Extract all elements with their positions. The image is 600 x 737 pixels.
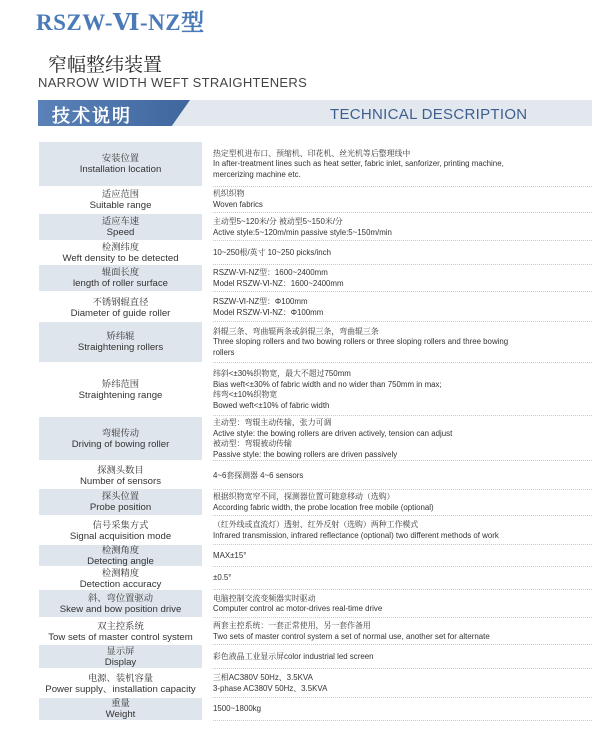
spec-label-chinese: 重量 bbox=[111, 698, 130, 708]
spec-label-chinese: 矫纬范围 bbox=[101, 379, 140, 389]
spec-value-line: 热定型机进布口、预缩机、印花机、丝光机等后整理线中 bbox=[213, 148, 411, 158]
spec-value-line: 电脑控制交流变频器实时驱动 bbox=[213, 593, 316, 603]
spec-label-english: Weft density to be detected bbox=[62, 253, 179, 264]
spec-value bbox=[213, 698, 592, 721]
spec-value bbox=[213, 293, 592, 322]
spec-label bbox=[39, 545, 202, 567]
product-title-chinese: 窄幅整纬装置 bbox=[48, 55, 163, 76]
spec-label bbox=[39, 618, 202, 645]
spec-row bbox=[39, 698, 592, 721]
spec-label bbox=[39, 567, 202, 590]
spec-value bbox=[213, 241, 592, 265]
spec-label-english: Tow sets of master control system bbox=[48, 631, 193, 643]
spec-value-line: In after-treatment lines such as heat setter, fabric inlet, sanforizer, printing machine, bbox=[213, 159, 504, 169]
spec-label bbox=[39, 590, 202, 618]
spec-row bbox=[39, 417, 592, 461]
spec-value-line: Model RSZW-Ⅵ-NZ：1600~2400mm bbox=[213, 278, 344, 288]
spec-row bbox=[39, 462, 592, 490]
spec-label bbox=[39, 293, 202, 322]
spec-label bbox=[39, 364, 202, 416]
spec-value-line: Active style: the bowing rollers are driven actively, tension can adjust bbox=[213, 428, 453, 438]
spec-label-chinese: 检测角度 bbox=[101, 544, 140, 555]
spec-row bbox=[39, 293, 592, 322]
spec-label-english: Number of sensors bbox=[79, 476, 162, 487]
spec-value-line: Active style:5~120m/min passive style:5~150m/min bbox=[213, 227, 392, 237]
spec-value-line: Infrared transmission, infrared reflectance (optional) two different methods of work bbox=[213, 530, 499, 540]
spec-label-chinese: 探头位置 bbox=[101, 491, 140, 501]
spec-label-chinese: 适应范围 bbox=[101, 188, 140, 199]
spec-label-english: Display bbox=[104, 656, 137, 668]
spec-value-line: 10~250根/英寸 10~250 picks/inch bbox=[213, 247, 331, 257]
spec-value-line: （红外线或直流灯）透射、红外反射（选购）两种工作模式 bbox=[213, 520, 419, 529]
spec-label-english: Detecting angle bbox=[87, 555, 154, 567]
spec-label bbox=[39, 669, 202, 698]
spec-value-line: 1500~1800kg bbox=[213, 704, 262, 714]
spec-value-line: 纬斜<±30%织物宽，最大不超过750mm bbox=[213, 369, 351, 378]
spec-value-line: Bowed weft<±10% of fabric width bbox=[213, 400, 330, 410]
spec-value-line: 被动型：弯辊被动传输 bbox=[213, 439, 292, 448]
spec-value-line: 3-phase AC380V 50Hz、3.5KVA bbox=[213, 683, 328, 693]
spec-value-line: 4~6套探测器 4~6 sensors bbox=[213, 470, 304, 480]
spec-label-english: Skew and bow position drive bbox=[59, 603, 182, 615]
spec-value-line: 彩色液晶工业显示屏color industrial led screen bbox=[213, 651, 374, 661]
spec-label bbox=[39, 214, 202, 241]
spec-label bbox=[39, 186, 202, 213]
spec-label-chinese: 安装位置 bbox=[101, 153, 140, 163]
spec-value-line: rollers bbox=[213, 347, 235, 357]
spec-value bbox=[213, 618, 592, 645]
spec-label-chinese: 适应车速 bbox=[101, 216, 140, 226]
spec-label bbox=[39, 516, 202, 545]
spec-label bbox=[39, 417, 202, 461]
spec-value-line: Passive style: the bowing rollers are driven passively bbox=[213, 449, 398, 459]
spec-value-line: Woven fabrics bbox=[213, 199, 263, 209]
spec-label-english: Installation location bbox=[79, 164, 162, 175]
model-number: RSZW-Ⅵ-NZ型 bbox=[36, 10, 205, 35]
section-title-english: TECHNICAL DESCRIPTION bbox=[330, 106, 528, 123]
spec-label-english: Driving of bowing roller bbox=[71, 438, 170, 450]
spec-row bbox=[39, 489, 592, 516]
spec-value-line: MAX±15° bbox=[213, 550, 247, 560]
spec-label-chinese: 检测精度 bbox=[101, 567, 140, 578]
spec-value bbox=[213, 417, 592, 461]
spec-label-english: Suitable range bbox=[89, 199, 152, 211]
spec-label-chinese: 信号采集方式 bbox=[92, 519, 149, 530]
spec-value-line: 纬弯<±10%织物宽 bbox=[213, 390, 278, 399]
spec-label-chinese: 电源、装机容量 bbox=[87, 672, 154, 683]
spec-row bbox=[39, 142, 592, 187]
row-divider bbox=[213, 415, 592, 416]
spec-label bbox=[39, 142, 202, 187]
spec-value-line: 斜辊三条、弯曲辊两条或斜辊三条，弯曲辊三条 bbox=[213, 326, 379, 336]
spec-row bbox=[39, 322, 592, 363]
spec-label-english: Speed bbox=[106, 227, 135, 238]
spec-label-chinese: 显示屏 bbox=[106, 645, 135, 656]
spec-row bbox=[39, 364, 592, 416]
spec-label-english: length of roller surface bbox=[73, 278, 168, 289]
spec-label-chinese: 弯辊传动 bbox=[101, 427, 140, 438]
spec-value bbox=[213, 214, 592, 241]
spec-row bbox=[39, 265, 592, 292]
spec-value bbox=[213, 516, 592, 545]
spec-row bbox=[39, 516, 592, 545]
spec-label-chinese: 矫纬辊 bbox=[106, 331, 135, 341]
spec-label bbox=[39, 698, 202, 721]
spec-label-english: Probe position bbox=[89, 502, 152, 513]
spec-label bbox=[39, 462, 202, 490]
row-divider bbox=[213, 720, 592, 721]
spec-value-line: Model RSZW-Ⅵ-NZ：Φ100mm bbox=[213, 307, 324, 317]
spec-label-chinese: 探测头数目 bbox=[97, 465, 144, 475]
spec-label-english: Diameter of guide roller bbox=[70, 307, 171, 319]
spec-value-line: Bias weft<±30% of fabric width and no wider than 750mm in max; bbox=[213, 379, 442, 389]
spec-value bbox=[213, 142, 592, 187]
spec-value-line: 根据织物宽窄不同，探测器位置可随意移动（选购） bbox=[213, 492, 395, 501]
spec-label-english: Straightening rollers bbox=[77, 342, 164, 353]
spec-value bbox=[213, 364, 592, 416]
spec-value bbox=[213, 322, 592, 363]
spec-value-line: 三相AC380V 50Hz、3.5KVA bbox=[213, 673, 313, 682]
spec-row bbox=[39, 590, 592, 618]
spec-label-chinese: 检测纬度 bbox=[101, 242, 140, 252]
spec-label-chinese: 双主控系统 bbox=[97, 620, 144, 631]
spec-label bbox=[39, 265, 202, 292]
spec-value-line: RSZW-Ⅵ-NZ型：1600~2400mm bbox=[213, 268, 328, 277]
row-divider bbox=[213, 460, 592, 461]
spec-row bbox=[39, 545, 592, 567]
spec-value-line: 主动型：弯辊主动传输，张力可调 bbox=[213, 418, 332, 427]
spec-label-english: Weight bbox=[105, 709, 136, 720]
spec-label-english: Power supply、installation capacity bbox=[45, 683, 196, 695]
section-title-chinese: 技术说明 bbox=[52, 106, 132, 126]
spec-value-line: 两套主控系统：一套正常使用，另一套作备用 bbox=[213, 621, 371, 630]
spec-value bbox=[213, 567, 592, 590]
spec-label-chinese: 辊面长度 bbox=[101, 267, 140, 277]
spec-row bbox=[39, 567, 592, 590]
spec-row bbox=[39, 618, 592, 645]
spec-value bbox=[213, 590, 592, 618]
row-divider bbox=[213, 212, 592, 213]
spec-value-line: Computer control ac motor-drives real-time drive bbox=[213, 604, 383, 613]
spec-value bbox=[213, 462, 592, 490]
spec-row bbox=[39, 669, 592, 698]
spec-value-line: Three sloping rollers and two bowing rollers or three sloping rollers and three bowing bbox=[213, 337, 509, 347]
spec-row bbox=[39, 186, 592, 213]
spec-value-line: Two sets of master control system a set of normal use, another set for alternate bbox=[213, 631, 490, 641]
row-divider bbox=[213, 362, 592, 363]
spec-row bbox=[39, 214, 592, 241]
spec-value-line: ±0.5° bbox=[213, 573, 232, 583]
spec-value bbox=[213, 265, 592, 292]
product-title-english: NARROW WIDTH WEFT STRAIGHTENERS bbox=[38, 75, 308, 90]
spec-label-english: Detection accuracy bbox=[79, 578, 162, 590]
spec-value bbox=[213, 489, 592, 516]
spec-value-line: mercerizing machine etc. bbox=[213, 169, 301, 179]
spec-value bbox=[213, 669, 592, 698]
spec-value bbox=[213, 186, 592, 213]
spec-label bbox=[39, 322, 202, 363]
spec-row bbox=[39, 241, 592, 265]
spec-label bbox=[39, 489, 202, 516]
spec-label-english: Signal acquisition mode bbox=[69, 530, 172, 542]
spec-value-line: 主动型5~120米/分 被动型5~150米/分 bbox=[213, 217, 343, 226]
spec-label-chinese: 斜、弯位置驱动 bbox=[87, 592, 154, 603]
spec-value bbox=[213, 545, 592, 567]
spec-value bbox=[213, 645, 592, 669]
spec-label-english: Straightening range bbox=[78, 390, 163, 401]
spec-value-line: 机织织物 bbox=[213, 189, 245, 198]
spec-label bbox=[39, 645, 202, 669]
spec-value-line: According fabric width, the probe location free mobile (optional) bbox=[213, 502, 434, 512]
spec-value-line: RSZW-Ⅵ-NZ型：Φ100mm bbox=[213, 297, 308, 306]
spec-label-chinese: 不锈钢辊直径 bbox=[92, 296, 149, 307]
spec-row bbox=[39, 645, 592, 669]
spec-label bbox=[39, 241, 202, 265]
row-divider bbox=[213, 291, 592, 292]
